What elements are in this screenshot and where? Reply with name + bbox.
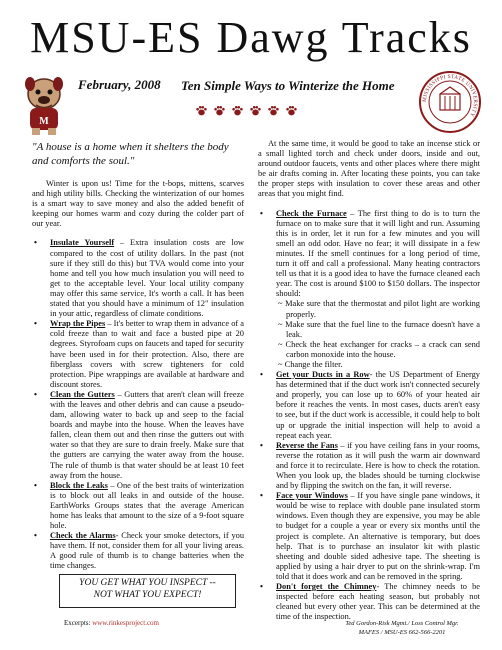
tip-title: Check the Alarms bbox=[50, 531, 116, 541]
callout-box bbox=[59, 574, 236, 608]
furnace-check-item: ~ Check the heat exchanger for cracks – a crack can send carbon monoxide into the house. bbox=[278, 339, 480, 359]
tip-furnace bbox=[258, 209, 480, 371]
tip-title: Reverse the Fans bbox=[276, 440, 338, 450]
author-credit bbox=[312, 620, 492, 637]
paw-print-icon bbox=[195, 104, 208, 117]
bullet-icon: • bbox=[34, 319, 37, 329]
tip-item bbox=[32, 531, 244, 571]
tip-item bbox=[32, 390, 244, 481]
credit-line-2: MAFES / MSU-ES 662-566-2201 bbox=[358, 628, 446, 636]
issue-date: February, 2008 bbox=[78, 77, 161, 92]
right-intro-paragraph: At the same time, it would be good to take an incense stick or a small lighted torch and check under doors, inside and out, around outdoor faucets, vents and other places where there might be air drafts coming in. After locating these points, you can take the proper steps with insulation to cover these areas and other areas that you might find. bbox=[258, 139, 480, 199]
svg-text:MISSISSIPPI STATE UNIVERSITY: MISSISSIPPI STATE UNIVERSITY bbox=[421, 73, 479, 118]
intro-quote: "A house is a home when it shelters the body and comforts the soul." bbox=[32, 141, 229, 167]
bullet-icon: • bbox=[260, 370, 263, 380]
bullet-icon: • bbox=[34, 238, 37, 248]
credit-line-1: Ted Gordon-Risk Mgmt./ Loss Control Mgr. bbox=[345, 620, 459, 627]
callout-line-2: NOT WHAT YOU EXPECT! bbox=[93, 589, 202, 600]
bullet-icon: • bbox=[34, 480, 37, 490]
furnace-check-item: ~ Make sure that the fuel line to the furnace doesn't have a leak. bbox=[278, 319, 480, 339]
bullet-icon: • bbox=[34, 389, 37, 399]
tip-item bbox=[258, 582, 480, 622]
right-tips-list-2 bbox=[258, 370, 480, 622]
tip-item bbox=[258, 370, 480, 441]
paw-print-icon bbox=[267, 104, 280, 117]
tip-item bbox=[258, 491, 480, 582]
bullet-icon: • bbox=[260, 582, 263, 592]
callout-line-1: YOU GET WHAT YOU INSPECT -- bbox=[79, 578, 216, 588]
tip-text: – if you have ceiling fans in your rooms, reverse the rotation as it will push the warm air downward and force it to recirculate. Here is how to check the rotation. When you look up, the blades should be turning clockwise and by flipping the switch on the fan, it will reverse. bbox=[276, 440, 480, 491]
furnace-checklist bbox=[276, 299, 480, 370]
tip-title: Insulate Yourself bbox=[50, 238, 115, 248]
paw-print-icon bbox=[249, 104, 262, 117]
left-tips-list bbox=[32, 238, 244, 571]
tip-text: - the US Department of Energy has determined that if the duct work isn't connected securely and properly, you can lose up to 60% of your heated air before it reaches the vents. In most cases, ducts aren't easy to see, but if the duct work is accessible, it could help to bolt up or upgrade the initial inspection will help to avoid a repeat each year. bbox=[276, 370, 480, 440]
tip-text: - The chimney needs to be inspected before each heating season, but probably not cleaned but every other year. This can be determined at the time of the inspection. bbox=[276, 582, 480, 622]
tip-title: Face your Windows bbox=[276, 491, 348, 501]
tip-text: – One of the best traits of winterization is to block out all leaks in and outside of the house. EarthWorks Groups states that the average American home has leaks that amount to the size of a 9-foot square hole. bbox=[50, 480, 244, 531]
bullet-icon: • bbox=[260, 491, 263, 501]
right-column bbox=[258, 139, 480, 622]
tip-title: Check the Furnace bbox=[276, 208, 347, 218]
tip-text: - Check your smoke detectors, if you have them. If not, consider them for all your living areas. A good rule of thumb is to change batteries when the time changes. bbox=[50, 531, 245, 571]
bullet-icon: • bbox=[34, 531, 37, 541]
excerpt-label: Excerpts: bbox=[64, 619, 91, 627]
tip-title: Don't forget the Chimney bbox=[276, 582, 377, 592]
intro-paragraph: Winter is upon us! Time for the t-bops, mittens, scarves and high utility bills. Checking the winterization of our homes is a smart way to save money and also the added benefit of keeping our homes warm and cozy during the colder part of our year. bbox=[32, 179, 244, 229]
svg-text:M: M bbox=[39, 116, 49, 127]
tip-title: Clean the Gutters bbox=[50, 389, 115, 399]
bullet-icon: • bbox=[260, 440, 263, 450]
tip-item bbox=[32, 481, 244, 531]
left-column bbox=[32, 140, 244, 572]
paw-print-icon bbox=[285, 104, 298, 117]
bulldog-mascot-icon bbox=[18, 72, 70, 136]
tip-text: – Gutters that aren't clean will freeze with the leaves and other debris and can cause a pseudo-dam, allowing water to back up and seep to the facial boards and maybe into the house. When the leaves have fallen, clean them out and then rinse the gutters out with water so that they are sure to drain freely. Make sure that the gutters are carrying the water away from the house. The rule of thumb is that water should be at least 10 feet away from the house. bbox=[50, 389, 245, 480]
furnace-check-item: ~ Make sure that the thermostat and pilot light are working properly. bbox=[278, 299, 480, 319]
university-seal-icon bbox=[418, 70, 482, 134]
paw-print-icon bbox=[213, 104, 226, 117]
paw-print-icon bbox=[231, 104, 244, 117]
tip-title: Wrap the Pipes bbox=[50, 319, 106, 329]
tip-title: Get your Ducts in a Row bbox=[276, 370, 370, 380]
masthead-title: MSU-ES Dawg Tracks bbox=[30, 13, 472, 62]
tip-item bbox=[32, 319, 244, 390]
tip-text: – If you have single pane windows, it would be wise to replace with double pane insulated storm windows. Even though they are expensive, you may be able to budget for a couple a year or every six months until the project is complete. An alternative is temporary, but does help. That is to purchase an insulator kit with plastic sheeting and double sided adhesive tape. The sheeting is applied by using a hair dryer to put on the shrink-wrap. I'm told that it does work and can be removed in the spring. bbox=[276, 491, 481, 581]
tip-text: – The first thing to do is to turn the furnace on to make sure that it will light and run. Assuming this is in order, let it run for a few minutes and you will smell an odd odor. Have no fear; it will dissipate in a few minutes. If the smell continues for a long period of time, turn it off and call a professional. Many heating contractors tell us that it is a good idea to have the furnace cleaned each year. The cost is around $100 to $150 dollars. The inspector should: bbox=[276, 208, 480, 299]
excerpt-credit bbox=[64, 619, 159, 627]
issue-subtitle: Ten Simple Ways to Winterize the Home bbox=[181, 78, 395, 93]
tip-text: – Extra insulation costs are low compared to the cost of utility dollars. In the past (not sure if they still do this) but TVA would come into your home and tell you how much insulation you will need to get to the acceptable level. Your local utility company may offer this same service, It's worth a call. It has been stated that you should have a minimum of 12" insulation in your attic, regardless of climate conditions. bbox=[50, 238, 244, 319]
tip-item bbox=[258, 441, 480, 491]
tip-title: Block the Leaks bbox=[50, 480, 108, 490]
right-tips-list bbox=[258, 209, 480, 371]
paw-print-divider bbox=[195, 104, 298, 117]
tip-text: – It's better to wrap them in advance of a cold freeze than to wait and face a busted pipe at 20 degrees. Styrofoam cups on faucets and taped for security have been used in for their protection. Also, there are fiberglass covers with screw tighteners for cold protection. Pipe wrappings are available at hardware and discount stores. bbox=[50, 319, 245, 389]
excerpt-link[interactable]: www.rinkesproject.com bbox=[92, 619, 159, 627]
bullet-icon: • bbox=[260, 208, 263, 218]
furnace-check-item: ~ Change the filter. bbox=[278, 359, 343, 369]
tip-item bbox=[32, 238, 244, 319]
